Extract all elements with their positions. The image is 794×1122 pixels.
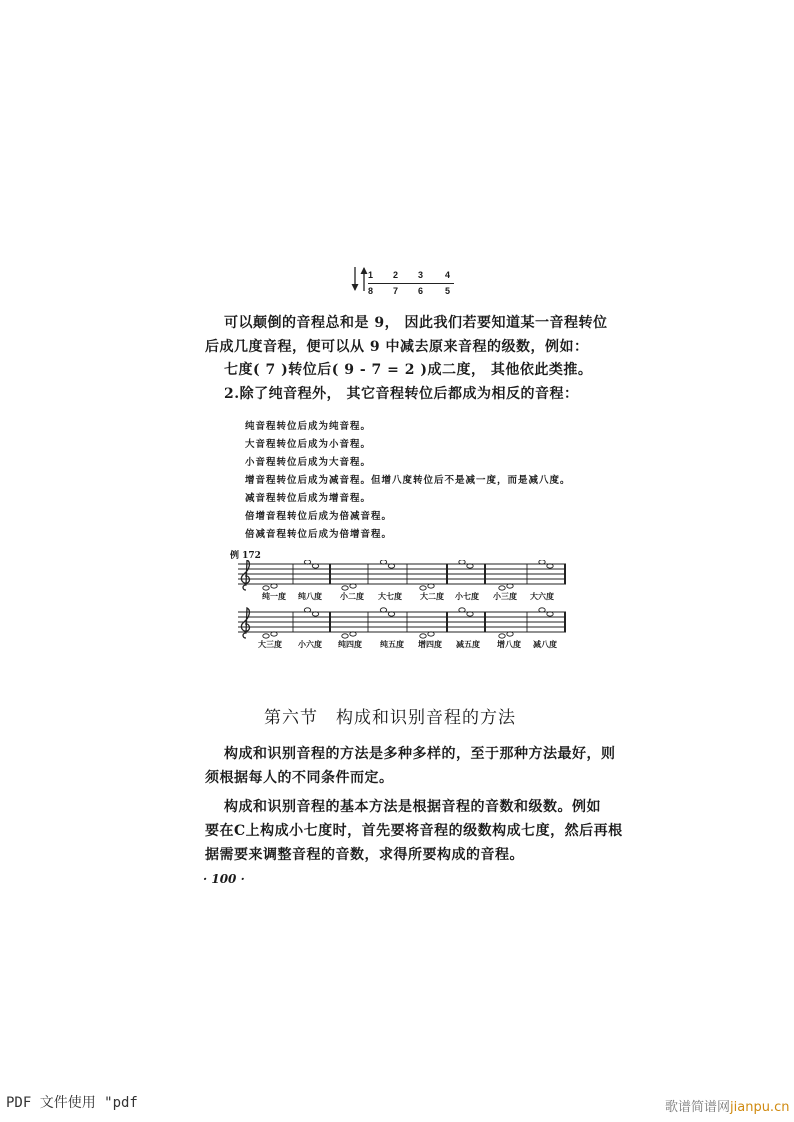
page-number: · 100 · <box>203 872 245 886</box>
note-head <box>547 612 553 616</box>
staff-notation <box>230 560 575 650</box>
paragraph-line: 据需要来调整音程的音数，求得所要构成的音程。 <box>205 847 524 863</box>
note-head <box>312 612 318 616</box>
interval-label: 减八度 <box>533 639 557 649</box>
paragraph-line: 须根据每人的不同条件而定。 <box>205 770 394 786</box>
fraction-line <box>368 283 454 284</box>
rule-item: 倍减音程转位后成为倍增音程。 <box>245 529 393 540</box>
paragraph-line: 2.除了纯音程外， 其它音程转位后都成为相反的音程： <box>224 386 579 402</box>
example-label: 例 172 <box>230 551 261 561</box>
paragraph-line: 构成和识别音程的方法是多种多样的，至于那种方法最好，则 <box>224 746 616 762</box>
interval-label: 小二度 <box>340 591 364 601</box>
treble-clef-icon <box>241 608 249 638</box>
interval-label: 纯八度 <box>298 591 322 601</box>
note-head <box>467 564 473 568</box>
note-head <box>499 586 505 590</box>
note-head <box>350 632 356 636</box>
interval-label: 增四度 <box>418 639 442 649</box>
watermark-site-name: 歌谱简谱网 <box>665 1100 731 1115</box>
rule-item: 小音程转位后成为大音程。 <box>245 457 372 468</box>
paragraph-line: 构成和识别音程的基本方法是根据音程的音数和级数。例如 <box>224 799 601 815</box>
note-head <box>342 634 348 638</box>
footer-pdf-note: PDF 文件使用 "pdf <box>6 1095 138 1111</box>
interval-label: 减五度 <box>456 639 480 649</box>
note-head <box>467 612 473 616</box>
note-head <box>304 608 310 612</box>
paragraph-line: 可以颠倒的音程总和是 9， 因此我们若要知道某一音程转位 <box>224 315 608 331</box>
paragraph-line: 要在C上构成小七度时，首先要将音程的级数构成七度，然后再根 <box>205 823 623 839</box>
note-head <box>428 632 434 636</box>
note-head <box>507 632 513 636</box>
note-head <box>388 612 394 616</box>
interval-label: 纯四度 <box>338 639 362 649</box>
note-head <box>428 584 434 588</box>
note-head <box>342 586 348 590</box>
bottom-number: 6 <box>418 286 424 296</box>
staff-row-2 <box>238 608 566 638</box>
interval-label: 纯五度 <box>380 639 404 649</box>
watermark <box>665 1096 789 1115</box>
note-head <box>539 608 545 612</box>
interval-label: 纯一度 <box>262 591 286 601</box>
bottom-number: 5 <box>445 286 451 296</box>
arrow-up-icon <box>360 266 368 292</box>
top-number: 4 <box>445 270 451 280</box>
note-head <box>547 564 553 568</box>
paragraph-line: 后成几度音程，便可以从 9 中减去原来音程的级数，例如： <box>205 339 589 355</box>
interval-label: 大六度 <box>530 591 554 601</box>
section-heading: 第六节 构成和识别音程的方法 <box>264 708 516 728</box>
interval-label: 小六度 <box>298 639 322 649</box>
treble-clef-icon <box>241 560 249 590</box>
watermark-url: jianpu.cn <box>730 1100 790 1115</box>
note-head <box>459 608 465 612</box>
interval-label: 大二度 <box>420 591 444 601</box>
interval-label: 增八度 <box>497 639 521 649</box>
interval-label: 小七度 <box>455 591 479 601</box>
interval-label: 大七度 <box>378 591 402 601</box>
note-head <box>271 584 277 588</box>
note-head <box>263 586 269 590</box>
paragraph-line: 七度( 7 )转位后( 9 - 7 = 2 )成二度， 其他依此类推。 <box>224 362 593 378</box>
note-head <box>312 564 318 568</box>
note-head <box>271 632 277 636</box>
rule-item: 增音程转位后成为减音程。但增八度转位后不是减一度，而是减八度。 <box>245 475 571 486</box>
rule-item: 倍增音程转位后成为倍减音程。 <box>245 511 393 522</box>
note-head <box>388 564 394 568</box>
top-number: 3 <box>418 270 424 280</box>
note-head <box>420 586 426 590</box>
note-head <box>263 634 269 638</box>
note-head <box>350 584 356 588</box>
rule-item: 纯音程转位后成为纯音程。 <box>245 421 372 432</box>
note-head <box>380 608 386 612</box>
interval-label: 大三度 <box>258 639 282 649</box>
note-head <box>420 634 426 638</box>
top-number: 1 <box>368 270 374 280</box>
staff-row-1 <box>238 560 566 590</box>
interval-label: 小三度 <box>493 591 517 601</box>
bottom-number: 8 <box>368 286 374 296</box>
rule-item: 减音程转位后成为增音程。 <box>245 493 372 504</box>
top-number: 2 <box>393 270 399 280</box>
rule-item: 大音程转位后成为小音程。 <box>245 439 372 450</box>
note-head <box>507 584 513 588</box>
arrow-down-icon <box>351 266 359 292</box>
bottom-number: 7 <box>393 286 399 296</box>
note-head <box>499 634 505 638</box>
